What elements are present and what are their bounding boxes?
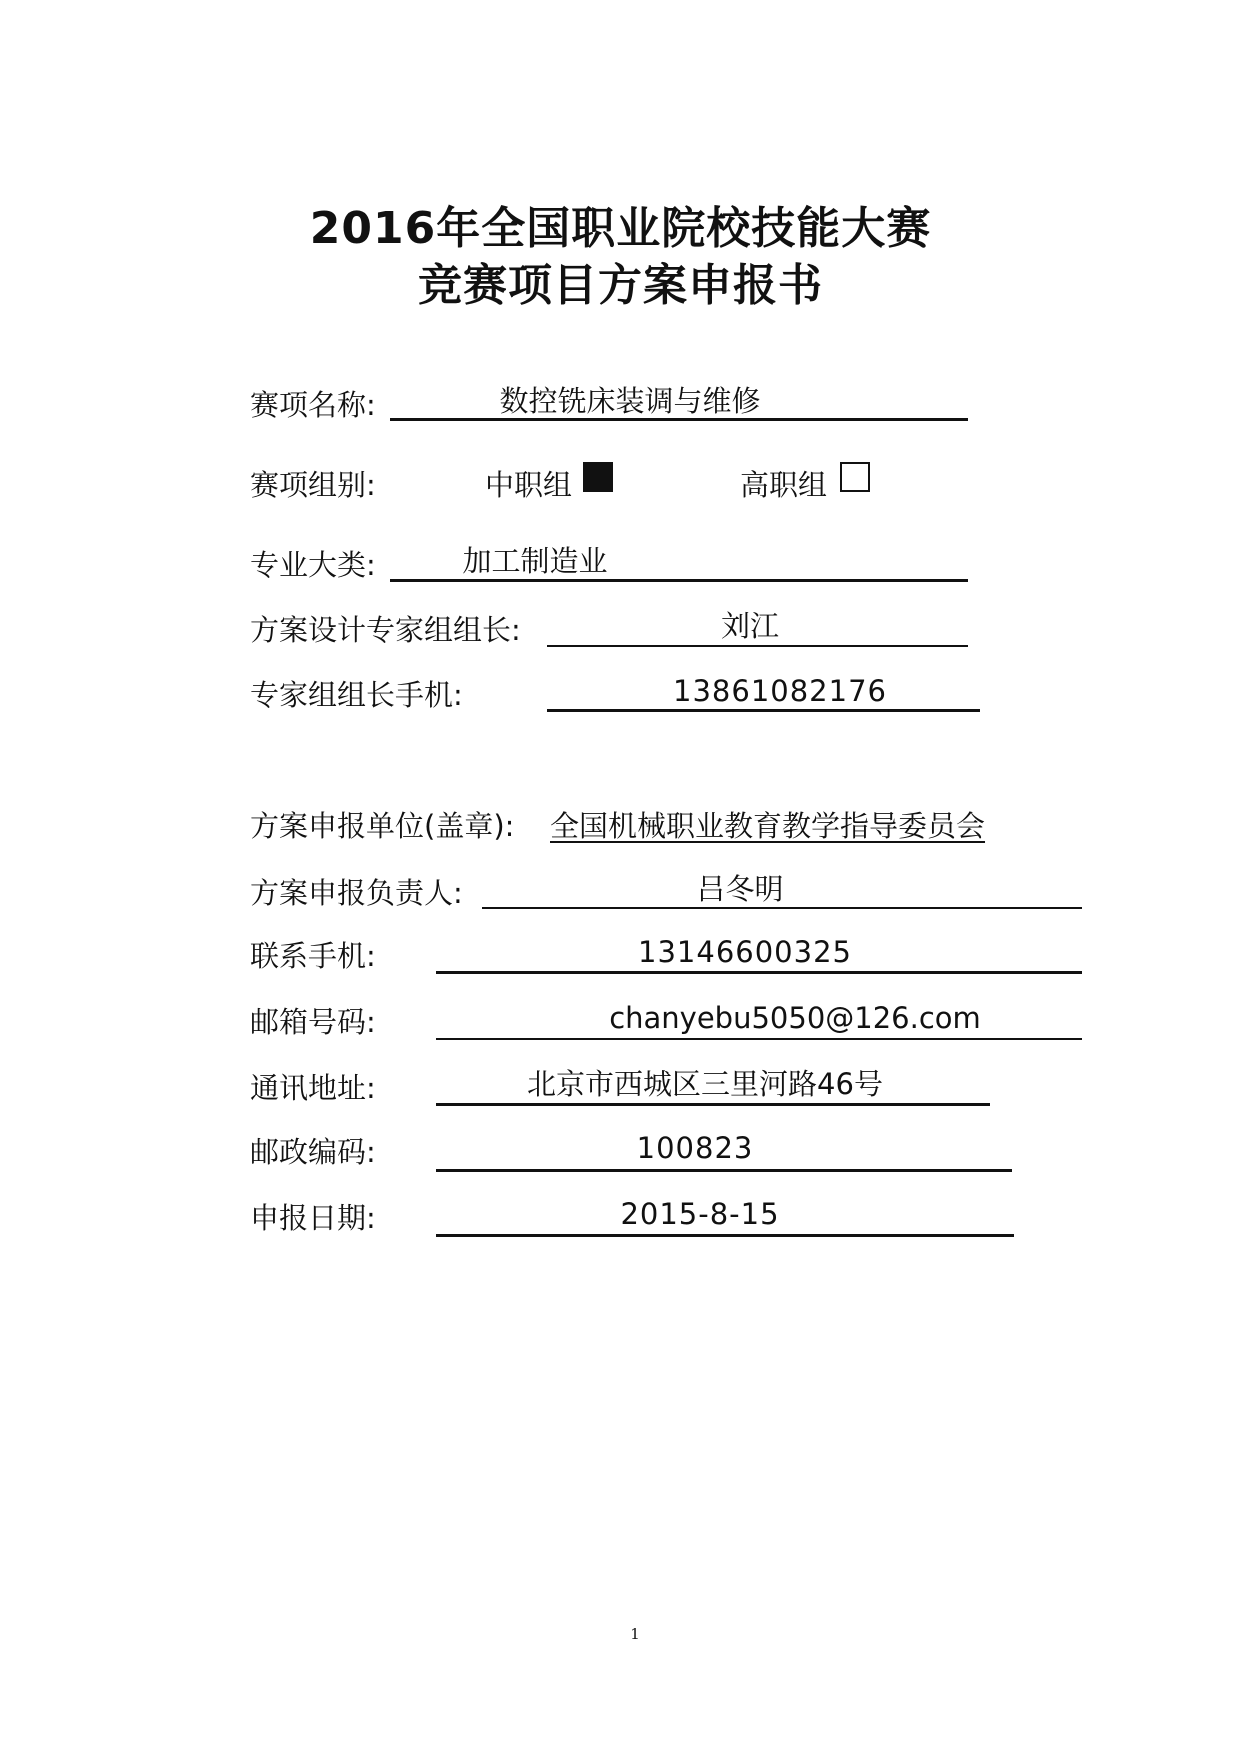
- event-name-label: 赛项名称:: [250, 388, 376, 422]
- expert-leader-underline: [547, 645, 968, 647]
- expert-leader-phone-value[interactable]: 13861082176: [673, 674, 887, 708]
- major-category-label: 专业大类:: [250, 548, 376, 582]
- group-option-higher-label: 高职组: [740, 468, 828, 502]
- expert-leader-label: 方案设计专家组组长:: [250, 613, 521, 647]
- postal-code-underline: [436, 1169, 1012, 1172]
- document-title-line2: 竞赛项目方案申报书: [418, 260, 823, 311]
- email-value[interactable]: chanyebu5050@126.com: [609, 1001, 981, 1035]
- email-label: 邮箱号码:: [250, 1005, 376, 1039]
- event-group-label: 赛项组别:: [250, 468, 376, 502]
- group-option-secondary-label: 中职组: [485, 468, 573, 502]
- checkbox-filled-icon[interactable]: [583, 462, 613, 492]
- applicant-unit-value[interactable]: 全国机械职业教育教学指导委员会: [550, 809, 986, 843]
- page-number: 1: [630, 1625, 640, 1643]
- major-category-value[interactable]: 加工制造业: [462, 544, 608, 578]
- address-value[interactable]: 北京市西城区三里河路46号: [527, 1067, 883, 1101]
- expert-leader-phone-label: 专家组组长手机:: [250, 678, 463, 712]
- applicant-person-underline: [482, 907, 1082, 909]
- applicant-person-label: 方案申报负责人:: [250, 876, 463, 910]
- event-name-value[interactable]: 数控铣床装调与维修: [499, 384, 761, 418]
- email-underline: [436, 1038, 1082, 1040]
- postal-code-label: 邮政编码:: [250, 1135, 376, 1169]
- applicant-person-value[interactable]: 吕冬明: [696, 872, 784, 906]
- major-category-underline: [390, 579, 968, 582]
- apply-date-label: 申报日期:: [250, 1201, 376, 1235]
- address-label: 通讯地址:: [250, 1071, 376, 1105]
- applicant-unit-label: 方案申报单位(盖章):: [250, 809, 515, 843]
- apply-date-underline: [436, 1234, 1014, 1237]
- postal-code-value[interactable]: 100823: [636, 1131, 754, 1165]
- apply-date-value[interactable]: 2015-8-15: [620, 1197, 780, 1231]
- expert-leader-value[interactable]: 刘江: [720, 609, 779, 643]
- document-title-line1: 2016年全国职业院校技能大赛: [309, 203, 932, 254]
- contact-phone-underline: [436, 971, 1082, 974]
- contact-phone-label: 联系手机:: [250, 939, 376, 973]
- address-underline: [436, 1103, 990, 1106]
- checkbox-empty-icon[interactable]: [840, 462, 870, 492]
- expert-leader-phone-underline: [547, 709, 980, 712]
- contact-phone-value[interactable]: 13146600325: [638, 935, 852, 969]
- event-name-underline: [390, 418, 968, 421]
